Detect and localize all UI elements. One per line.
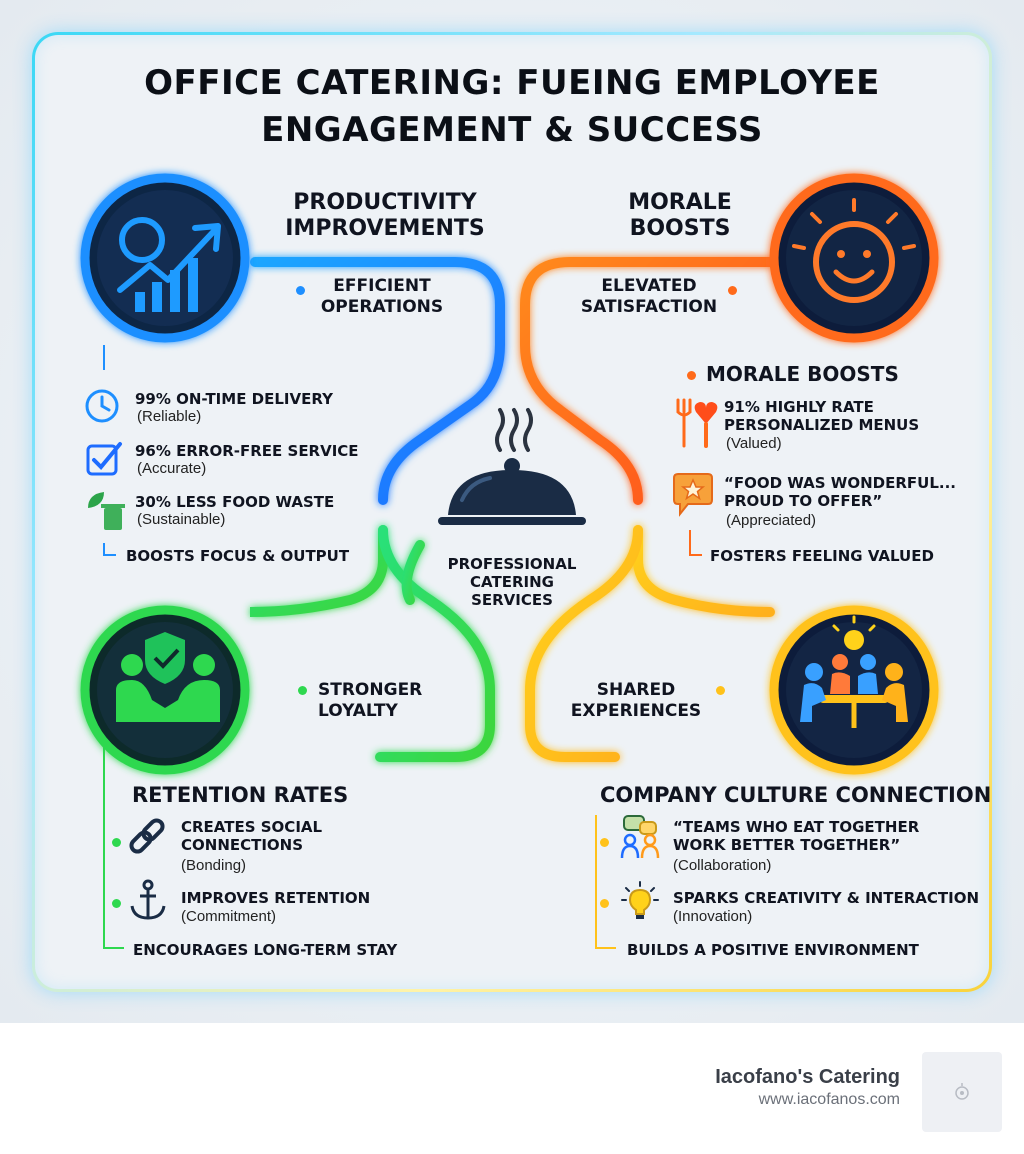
culture-item-2-title: SPARKS CREATIVITY & INTERACTION bbox=[673, 889, 979, 907]
culture-branch-dot bbox=[716, 686, 725, 695]
productivity-heading: PRODUCTIVITY IMPROVEMENTS bbox=[285, 190, 485, 241]
morale-subheading-dot bbox=[687, 371, 696, 380]
brand-url[interactable]: www.iacofanos.com bbox=[758, 1091, 900, 1108]
retention-item-1-title: CREATES SOCIAL CONNECTIONS bbox=[181, 818, 323, 854]
retention-heading: RETENTION RATES bbox=[132, 783, 349, 807]
retention-branch-dot bbox=[298, 686, 307, 695]
morale-branch-dot bbox=[728, 286, 737, 295]
productivity-branch-label: EFFICIENT OPERATIONS bbox=[320, 276, 444, 317]
center-label: PROFESSIONAL CATERING SERVICES bbox=[447, 555, 577, 609]
productivity-item-2-title: 96% ERROR-FREE SERVICE bbox=[135, 442, 359, 460]
brand-name: Iacofano's Catering bbox=[715, 1066, 900, 1088]
culture-hub bbox=[774, 610, 934, 770]
retention-item-2-dot bbox=[112, 899, 121, 908]
chain-link-icon bbox=[129, 818, 165, 854]
page-title: OFFICE CATERING: FUEING EMPLOYEE ENGAGEMENT & SUCCESS bbox=[144, 63, 880, 150]
lightbulb-icon bbox=[622, 882, 658, 919]
productivity-item-1-note: (Reliable) bbox=[137, 408, 202, 425]
culture-heading: COMPANY CULTURE CONNECTION bbox=[600, 783, 992, 807]
productivity-item-3-note: (Sustainable) bbox=[137, 511, 226, 528]
morale-subheading: MORALE BOOSTS bbox=[706, 362, 899, 386]
morale-item-1-title: 91% HIGHLY RATE PERSONALIZED MENUS bbox=[724, 398, 920, 434]
fork-heart-icon bbox=[678, 400, 717, 446]
productivity-item-2-note: (Accurate) bbox=[137, 460, 207, 477]
morale-hub bbox=[774, 178, 934, 338]
productivity-summary: BOOSTS FOCUS & OUTPUT bbox=[126, 547, 350, 565]
star-speech-icon bbox=[674, 474, 712, 514]
culture-summary: BUILDS A POSITIVE ENVIRONMENT bbox=[627, 941, 919, 959]
culture-item-2-dot bbox=[600, 899, 609, 908]
productivity-hub bbox=[85, 178, 245, 338]
anchor-icon bbox=[132, 881, 164, 918]
brand-logo bbox=[922, 1052, 1002, 1132]
leaf-bin-icon bbox=[88, 492, 125, 530]
morale-item-1-note: (Valued) bbox=[726, 435, 782, 452]
retention-item-2-title: IMPROVES RETENTION bbox=[181, 889, 371, 907]
morale-summary-bracket bbox=[690, 530, 702, 555]
productivity-branch-dot bbox=[296, 286, 305, 295]
chat-people-icon bbox=[622, 816, 658, 858]
footer-brand bbox=[715, 1066, 900, 1109]
clock-icon bbox=[87, 391, 117, 421]
culture-item-1-note: (Collaboration) bbox=[673, 857, 772, 874]
cloche-icon bbox=[438, 410, 586, 525]
morale-branch-label: ELEVATED SATISFACTION bbox=[580, 276, 718, 317]
productivity-summary-bracket bbox=[104, 543, 116, 555]
retention-item-2-note: (Commitment) bbox=[181, 908, 277, 925]
morale-summary: FOSTERS FEELING VALUED bbox=[710, 547, 934, 565]
retention-branch-label: STRONGER LOYALTY bbox=[318, 680, 423, 721]
retention-item-1-dot bbox=[112, 838, 121, 847]
logo-mark-icon bbox=[922, 1052, 1002, 1132]
retention-item-1-note: (Bonding) bbox=[181, 857, 247, 874]
culture-item-1-dot bbox=[600, 838, 609, 847]
morale-item-2-note: (Appreciated) bbox=[726, 512, 817, 529]
productivity-item-1-title: 99% ON-TIME DELIVERY bbox=[135, 390, 333, 408]
morale-item-2-title: “FOOD WAS WONDERFUL... PROUD TO OFFER” bbox=[724, 474, 956, 510]
culture-item-1-title: “TEAMS WHO EAT TOGETHER WORK BETTER TOGETHER” bbox=[673, 818, 920, 854]
morale-heading: MORALE BOOSTS bbox=[628, 190, 732, 241]
retention-summary: ENCOURAGES LONG-TERM STAY bbox=[133, 941, 398, 959]
culture-branch-label: SHARED EXPERIENCES bbox=[570, 680, 702, 721]
checkbox-icon bbox=[88, 444, 120, 474]
culture-bracket bbox=[596, 815, 616, 948]
retention-hub bbox=[85, 610, 245, 770]
culture-item-2-note: (Innovation) bbox=[673, 908, 753, 925]
productivity-item-3-title: 30% LESS FOOD WASTE bbox=[135, 493, 335, 511]
